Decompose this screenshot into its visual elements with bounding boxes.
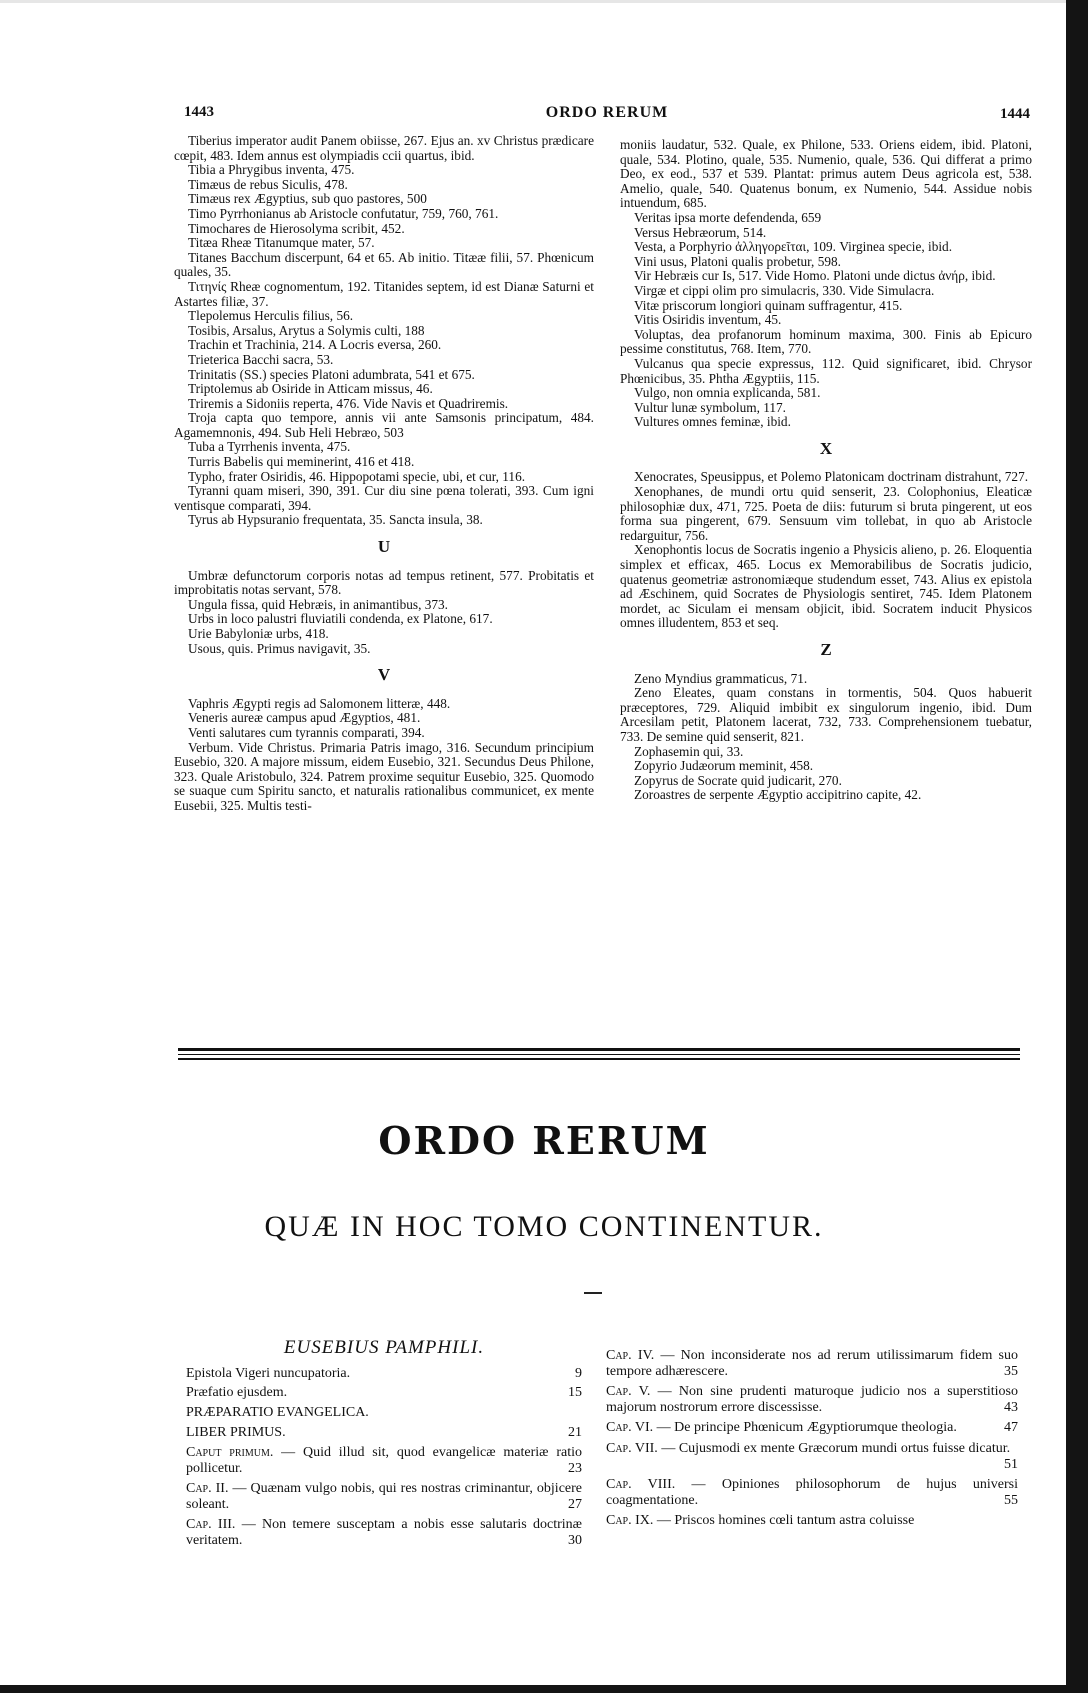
index-entry: Zophasemin qui, 33. <box>634 743 744 759</box>
toc-heading: EUSEBIUS PAMPHILI. <box>283 1337 485 1358</box>
index-entry: Usous, quis. Primus navigavit, 35. <box>188 640 371 656</box>
toc-chapter-entry <box>186 1517 582 1548</box>
index-entry: Tibia a Phrygibus inventa, 475. <box>188 162 355 178</box>
toc-chapter-entry <box>606 1420 1018 1436</box>
index-letter-heading: Z <box>820 640 832 659</box>
toc-chapter-label: Cap. IX. <box>606 1513 657 1529</box>
toc-entry-title: Epistola Vigeri nuncupatoria. <box>186 1365 351 1381</box>
toc-chapter-entry <box>606 1348 1018 1379</box>
toc-column-left <box>186 1337 582 1554</box>
index-entry: Trieterica Bacchi sacra, 53. <box>188 351 334 367</box>
toc-page-number: 51 <box>1004 1456 1018 1472</box>
running-header <box>184 104 1030 132</box>
index-entry: Turris Babelis qui meminerint, 416 et 418. <box>188 454 415 470</box>
toc-chapter-label: Cap. VII. <box>606 1440 662 1456</box>
toc-page-number: 30 <box>568 1532 582 1548</box>
toc-chapter-entry <box>186 1445 582 1476</box>
index-entry: Triptolemus ab Osiride in Atticam missus, 46. <box>188 381 433 397</box>
index-letter-heading: X <box>819 438 833 458</box>
index-entry: Zopyrio Judæorum meminit, 458. <box>634 758 814 774</box>
toc-chapter-title: — Quænam vulgo nobis, qui res nostras criminantur, objicere soleant. <box>186 1481 582 1512</box>
index-entry: Triremis a Sidoniis reperta, 476. Vide Navis et Quadriremis. <box>188 395 509 411</box>
toc-chapter-title: — De principe Phœnicum Ægyptiorumque theologia. <box>656 1420 957 1436</box>
index-entry: Tlepolemus Herculis filius, 56. <box>188 308 354 324</box>
index-entry: Timæus de rebus Siculis, 478. <box>188 176 348 192</box>
toc-page-number: 15 <box>568 1385 582 1401</box>
toc-entry-title: LIBER PRIMUS. <box>186 1425 286 1441</box>
main-title: ORDO RERUM <box>378 1118 710 1163</box>
index-entry: Vulcanus qua specie expressus, 112. Quid significaret, ibid. Chrysor Phœnicibus, 35. Phtha Ægyptiis, 115. <box>620 355 1032 386</box>
toc-chapter-entry <box>186 1481 582 1512</box>
index-entry: Virgæ et cippi olim pro simulacris, 330. Vide Simulacra. <box>634 282 935 298</box>
toc-chapter-label: Cap. II. <box>186 1481 233 1497</box>
toc-entry <box>186 1425 582 1441</box>
scan-border-bottom <box>0 1685 1088 1693</box>
index-entry: Zeno Myndius grammaticus, 71. <box>634 670 808 686</box>
toc-chapter-label: Cap. III. <box>186 1517 242 1533</box>
index-letter-heading: V <box>377 665 391 685</box>
index-entry: Umbræ defunctorum corporis notas ad tempus retinent, 577. Probitatis et improbitatis notas servant, 578. <box>174 567 594 598</box>
index-entry: Versus Hebræorum, 514. <box>634 224 767 240</box>
toc-chapter-label: Cap. V. <box>606 1384 658 1400</box>
toc-chapter-entry <box>606 1384 1018 1415</box>
toc-chapter-title: — Quid illud sit, quod evangelicæ materiæ ratio pollicetur. <box>186 1444 582 1476</box>
index-entry: Tyrus ab Hypsuranio frequentata, 35. Sancta insula, 38. <box>188 512 483 528</box>
title-dash <box>584 1292 602 1294</box>
index-letter-heading: U <box>377 537 391 557</box>
index-entry: Timochares de Hierosolyma scribit, 452. <box>188 220 405 236</box>
index-entry: Tyranni quam miseri, 390, 391. Cur diu sine pœna tolerati, 393. Cum igni ventisque comparati, 394. <box>174 483 594 513</box>
index-entry: Voluptas, dea profanorum hominum maxima, 300. Finis ab Epicuro pessime constitutus, 768. Item, 770. <box>620 326 1032 357</box>
toc-page-number: 47 <box>1004 1420 1018 1436</box>
toc-page-number: 43 <box>1004 1399 1018 1415</box>
toc-page-number: 27 <box>568 1496 582 1512</box>
index-entry: Ungula fissa, quid Hebræis, in animantibus, 373. <box>188 596 449 612</box>
toc-chapter-label: Cap. IV. <box>606 1348 661 1363</box>
toc-page-number: 35 <box>1004 1363 1018 1379</box>
index-entry: Vultures omnes feminæ, ibid. <box>634 414 791 430</box>
index-entry: Tuba a Tyrrhenis inventa, 475. <box>188 439 351 455</box>
index-entry: Zoroastres de serpente Ægyptio accipitrino capite, 42. <box>634 787 922 803</box>
index-entry: Vini usus, Platoni qualis probetur, 598. <box>634 253 841 269</box>
index-entry: Τιτηνίς Rheæ cognomentum, 192. Titanides septem, id est Dianæ Saturni et Astartes filiæ, 37. <box>174 278 594 309</box>
index-entry: Xenophontis locus de Socratis ingenio a Physicis alieno, p. 26. Eloquentia simplex et efficax, 465. Locus ex Memorabilibus de Socratis judicio, quatenus geometriæ astronomiæque studendum esset, 743. Alius ex epistola ad Æschinem, quid Socrates de Physiologis sentiret, 745. Idem Platonem mordet, ac Siculam ei mensam objicit, ibid. Socratem inducit Physicos omnes illudentem, 853 et seq. <box>620 542 1032 631</box>
scan-border-right <box>1066 0 1088 1693</box>
section-divider <box>178 1048 1020 1060</box>
page-number-left: 1443 <box>184 104 214 120</box>
index-entry: Trinitatis (SS.) species Platoni adumbrata, 541 et 675. <box>188 366 475 382</box>
toc-section-title: PRÆPARATIO EVANGELICA. <box>186 1404 369 1420</box>
toc-column-right <box>606 1348 1018 1534</box>
index-entry: Typho, frater Osiridis, 46. Hippopotami specie, ubi, et cur, 116. <box>188 468 526 484</box>
index-entry: Vesta, a Porphyrio ἀλληγορεῖται, 109. Virginea specie, ibid. <box>634 239 953 255</box>
index-entry: Xenophanes, de mundi ortu quid senserit, 23. Colophonius, Eleaticæ philosophiæ dux, 471, 725. Poeta de diis: futurum si bruta pingerent, ut eos forma sua pingerent, 679. Sensuum vim tollebat, in quo ab Aristocle redarguitur, 756. <box>620 484 1032 543</box>
toc-entry-title: Præfatio ejusdem. <box>186 1385 288 1401</box>
subtitle: QUÆ IN HOC TOMO CONTINENTUR. <box>264 1210 824 1243</box>
index-entry: Timo Pyrrhonianus ab Aristocle confutatur, 759, 760, 761. <box>188 205 499 221</box>
index-entry: Tiberius imperator audit Panem obiisse, 267. Ejus an. xv Christus prædicare cœpit, 483. Idem annus est olympiadis ccii quartus, ibid. <box>174 133 594 163</box>
index-entry: Verbum. Vide Christus. Primaria Patris imago, 316. Secundum principium Eusebio, 320. A majore missum, eidem Eusebio, 321. Secundus Deus Philone, 323. Quale Aristobulo, 324. Patrem proxime sequitur Eusebio, 325. Quomodo se suaque cum Spiritu sancto, et naturalis rationalibus communicet, ex mente Eusebii, 325. Multis testi- <box>174 739 594 813</box>
toc-page-number: 55 <box>1004 1492 1018 1508</box>
toc-page-number: 21 <box>568 1425 582 1441</box>
index-entry: Zopyrus de Socrate quid judicarit, 270. <box>634 772 842 788</box>
index-entry: Venti salutares cum tyrannis comparati, 394. <box>188 724 425 740</box>
index-entry: Vulgo, non omnia explicanda, 581. <box>634 385 821 401</box>
index-entry: Zeno Eleates, quam constans in tormentis, 504. Quos habuerit præceptores, 729. Aliquid imbibit ex singulorum ingenio, ibid. Dum Arcesilam petit, Platonem lacerat, 732, 733. Comprehensionem tuebatur, 733. De semine quid senserit, 821. <box>620 685 1032 744</box>
toc-page-number: 9 <box>575 1365 582 1381</box>
toc-chapter-entry <box>606 1441 1018 1472</box>
page-top-edge <box>0 0 1088 3</box>
toc-chapter-title: — Cujusmodi ex mente Græcorum mundi ortus fuisse dicatur. <box>661 1440 1011 1456</box>
index-entry: Urbs in loco palustri fluviatili condenda, ex Platone, 617. <box>188 611 493 627</box>
toc-chapter-title: — Non inconsiderate nos ad rerum utilissimarum fidem suo tempore adhærescere. <box>606 1348 1018 1379</box>
toc-entry <box>186 1385 582 1401</box>
toc-chapter-title: — Priscos homines cœli tantum astra coluisse <box>656 1513 915 1529</box>
index-entry: Vitæ priscorum longiori quinam suffragentur, 415. <box>634 297 903 313</box>
toc-chapter-title: — Non temere susceptam a nobis esse salutaris doctrinæ veritatem. <box>186 1517 582 1548</box>
toc-entry <box>186 1366 582 1382</box>
toc-chapter-entry <box>606 1477 1018 1508</box>
index-entry: Trachin et Trachinia, 214. A Locris eversa, 260. <box>188 337 442 353</box>
index-entry: Vitis Osiridis inventum, 45. <box>634 312 782 328</box>
index-entry: Titæa Rheæ Titanumque mater, 57. <box>188 235 375 251</box>
index-entry: Titanes Bacchum discerpunt, 64 et 65. Ab initio. Titææ filii, 57. Phœnicum quales, 35. <box>174 249 594 280</box>
toc-chapter-entry <box>606 1513 1018 1529</box>
index-entry: Vir Hebræis cur Is, 517. Vide Homo. Platoni unde dictus ἀνήρ, ibid. <box>634 268 996 284</box>
index-entry: Veritas ipsa morte defendenda, 659 <box>634 209 822 225</box>
toc-chapter-label: Caput primum. <box>186 1444 282 1460</box>
index-entry: Vultur lunæ symbolum, 117. <box>634 399 786 415</box>
index-entry: Veneris aureæ campus apud Ægyptios, 481. <box>188 710 421 726</box>
index-column-left <box>174 134 594 814</box>
page-number-right: 1444 <box>1000 106 1030 122</box>
index-entry: Vaphris Ægypti regis ad Salomonem litteræ, 448. <box>188 695 451 711</box>
index-entry: Troja capta quo tempore, annis vii ante Samsonis principatum, 484. Agamemnonis, 494. Sub Heli Hebræo, 503 <box>174 410 594 440</box>
toc-chapter-title: — Non sine prudenti maturoque judicio nos a superstitioso majorum nostrorum errore discessisse. <box>606 1384 1018 1415</box>
index-entry: Xenocrates, Speusippus, et Polemo Platonicam doctrinam distrahunt, 727. <box>634 469 1029 485</box>
index-entry-continued: moniis laudatur, 532. Quale, ex Philone, 533. Oriens eidem, ibid. Platoni, quale, 534. Plotino, quale, 535. Numenio, quale, 536. Qui differat a primo Deo, ex eod., 537 et 539. Plantat: primus autem Deus agricola est, 538. Amelio, quale, 540. Quatenus bonum, ex Numenio, 544. Assidue nobis intuendum, 685. <box>620 137 1032 211</box>
index-entry: Urie Babyloniæ urbs, 418. <box>188 626 329 641</box>
index-entry: Tosibis, Arsalus, Arytus a Solymis culti, 188 <box>188 322 425 338</box>
toc-page-number: 23 <box>568 1460 582 1476</box>
toc-chapter-title: — Opiniones philosophorum de hujus universi coagmentatione. <box>606 1477 1018 1508</box>
index-entry: Timæus rex Ægyptius, sub quo pastores, 500 <box>188 191 427 207</box>
toc-chapter-label: Cap. VI. <box>606 1420 657 1436</box>
running-title: ORDO RERUM <box>545 104 669 121</box>
index-column-right <box>620 138 1032 803</box>
toc-chapter-label: Cap. VIII. <box>606 1477 692 1493</box>
